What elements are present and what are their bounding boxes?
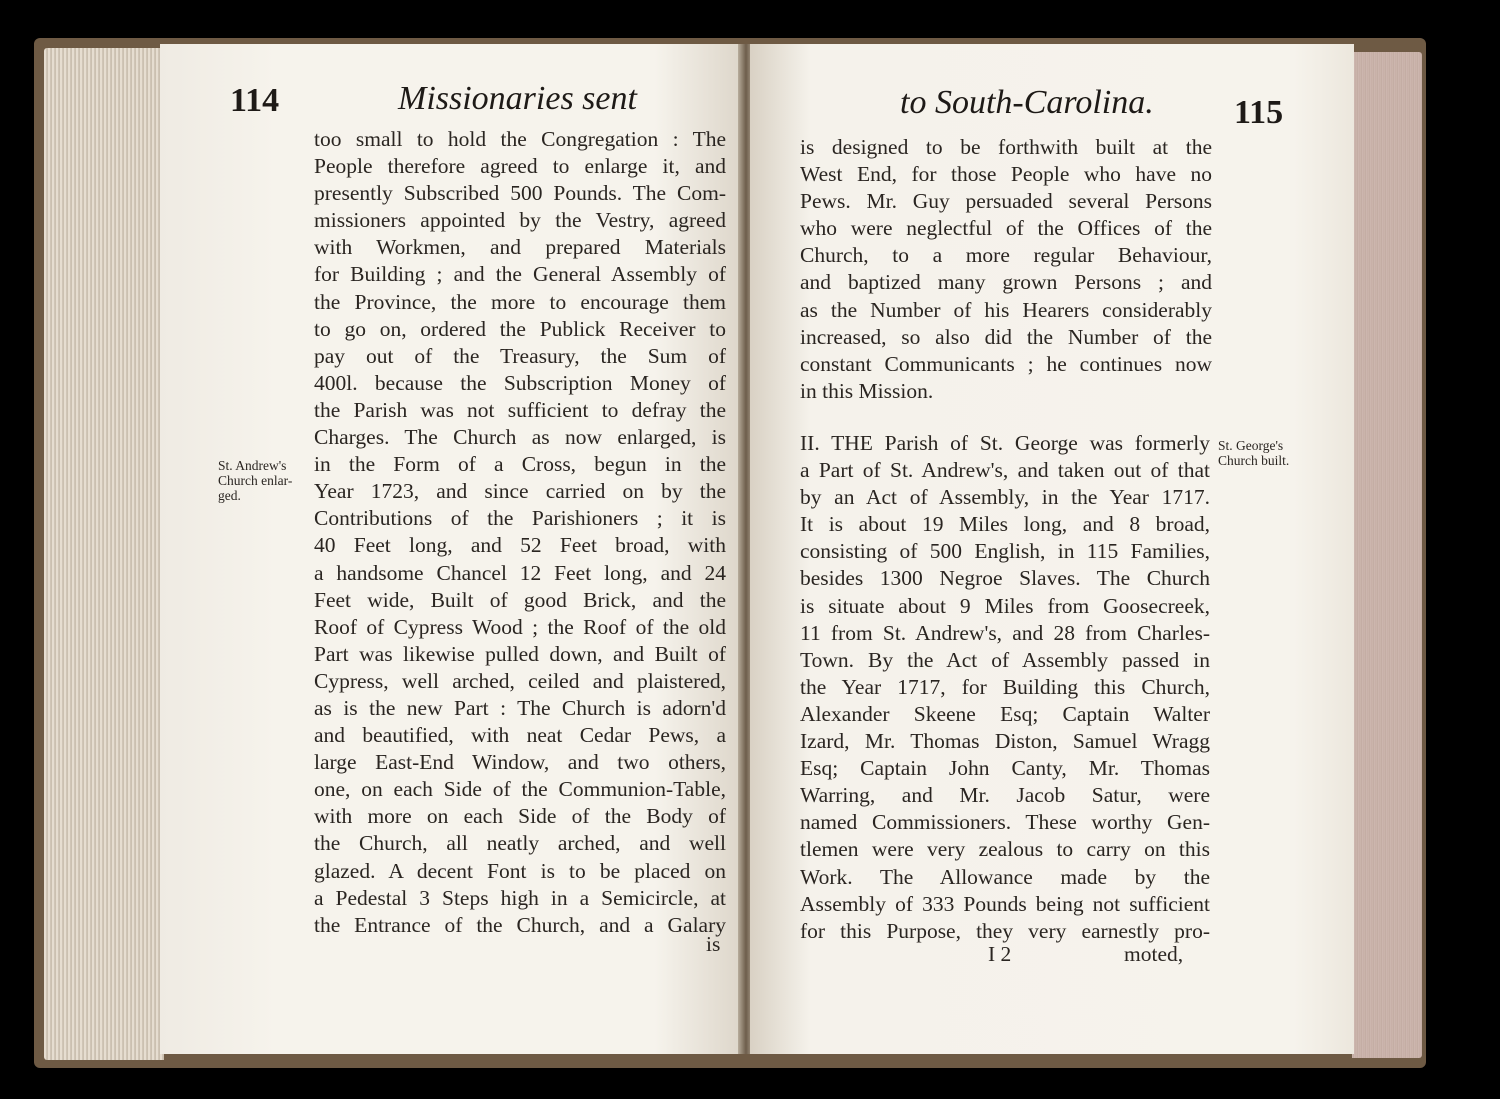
text-line: large East-End Window, and two others, [314,750,726,775]
text-line: consisting of 500 English, in 115 Families, [800,539,1210,564]
text-line: for Building ; and the General Assembly of [314,262,726,287]
text-line: the Entrance of the Church, and a Galary [314,912,726,937]
text-line: Cypress, well arched, ceiled and plaistered, [314,668,726,693]
left-running-head: Missionaries sent [398,80,637,117]
text-line: glazed. A decent Font is to be placed on [314,858,726,883]
text-line: Work. The Allowance made by the [800,864,1210,889]
text-line: Town. By the Act of Assembly passed in [800,647,1210,672]
text-line: the Parish was not sufficient to defray the [314,397,726,422]
left-page-number: 114 [230,82,280,119]
text-line: Alexander Skeene Esq; Captain Walter [800,701,1210,726]
right-running-head: to South-Carolina. [900,84,1154,121]
text-line: Izard, Mr. Thomas Diston, Samuel Wragg [800,729,1210,754]
text-line: named Commissioners. These worthy Gen- [800,810,1210,835]
signature-mark: I 2 [988,942,1012,966]
text-line: presently Subscribed 500 Pounds. The Com- [314,181,726,206]
right-page-edges [1352,52,1422,1058]
right-page-number: 115 [1234,94,1284,131]
left-text-block [314,126,726,939]
text-line: Part was likewise pulled down, and Built of [314,641,726,666]
text-line: a handsome Chancel 12 Feet long, and 24 [314,560,726,585]
left-margin-note: St. Andrew's Church enlar- ged. [218,458,293,503]
text-line: Esq; Captain John Canty, Mr. Thomas [800,756,1210,781]
text-line: 11 from St. Andrew's, and 28 from Charles- [800,620,1210,645]
text-line: Charges. The Church as now enlarged, is [314,425,726,450]
text-line: Year 1723, and since carried on by the [314,479,726,504]
text-line: the Year 1717, for Building this Church, [800,674,1210,699]
text-line: as is the new Part : The Church is adorn'd [314,695,726,720]
text-line: missioners appointed by the Vestry, agreed [314,208,726,233]
text-line: with more on each Side of the Body of [314,804,726,829]
text-line: the Church, all neatly arched, and well [314,831,726,856]
text-line: as the Number of his Hearers considerably [800,297,1212,322]
text-line: too small to hold the Congregation : The [314,127,726,151]
text-line: for this Purpose, they very earnestly pro- [800,918,1210,943]
text-line: Contributions of the Parishioners ; it is [314,506,726,531]
text-line: besides 1300 Negroe Slaves. The Church [800,566,1210,591]
text-line: People therefore agreed to enlarge it, and [314,154,726,179]
text-line: 40 Feet long, and 52 Feet broad, with [314,533,726,558]
text-line: Church, to a more regular Behaviour, [800,243,1212,268]
text-line: increased, so also did the Number of the [800,324,1212,349]
text-line: who were neglectful of the Offices of the [800,216,1212,241]
text-line: II. THE Parish of St. George was formerly [800,431,1210,455]
text-line: Feet wide, Built of good Brick, and the [314,587,726,612]
text-line: a Pedestal 3 Steps high in a Semicircle, at [314,885,726,910]
right-paragraph-1 [800,134,1212,405]
text-line: Roof of Cypress Wood ; the Roof of the old [314,614,726,639]
left-page-edges [44,48,164,1060]
text-line: is designed to be forthwith built at the [800,135,1212,159]
text-line: in this Mission. [800,378,934,403]
text-line: one, on each Side of the Communion-Table, [314,777,726,802]
right-paragraph-2 [800,430,1210,945]
text-line: and baptized many grown Persons ; and [800,270,1212,295]
right-catchword: moted, [1124,942,1184,966]
text-line: It is about 19 Miles long, and 8 broad, [800,512,1210,537]
text-line: tlemen were very zealous to carry on this [800,837,1210,862]
text-line: Warring, and Mr. Jacob Satur, were [800,783,1210,808]
right-margin-note: St. George's Church built. [1218,438,1290,468]
text-line: to go on, ordered the Publick Receiver to [314,316,726,341]
text-line: in the Form of a Cross, begun in the [314,452,726,477]
text-line: the Province, the more to encourage them [314,289,726,314]
text-line: and beautified, with neat Cedar Pews, a [314,723,726,748]
text-line: a Part of St. Andrew's, and taken out of that [800,458,1210,483]
text-line: Pews. Mr. Guy persuaded several Persons [800,189,1212,214]
text-line: with Workmen, and prepared Materials [314,235,726,260]
text-line: Assembly of 333 Pounds being not sufficient [800,891,1210,916]
text-line: is situate about 9 Miles from Goosecreek, [800,593,1210,618]
left-catchword: is [706,932,721,956]
text-line: pay out of the Treasury, the Sum of [314,343,726,368]
text-line: constant Communicants ; he continues now [800,351,1212,376]
text-line: by an Act of Assembly, in the Year 1717. [800,485,1210,510]
text-line: 400l. because the Subscription Money of [314,370,726,395]
text-line: West End, for those People who have no [800,162,1212,187]
